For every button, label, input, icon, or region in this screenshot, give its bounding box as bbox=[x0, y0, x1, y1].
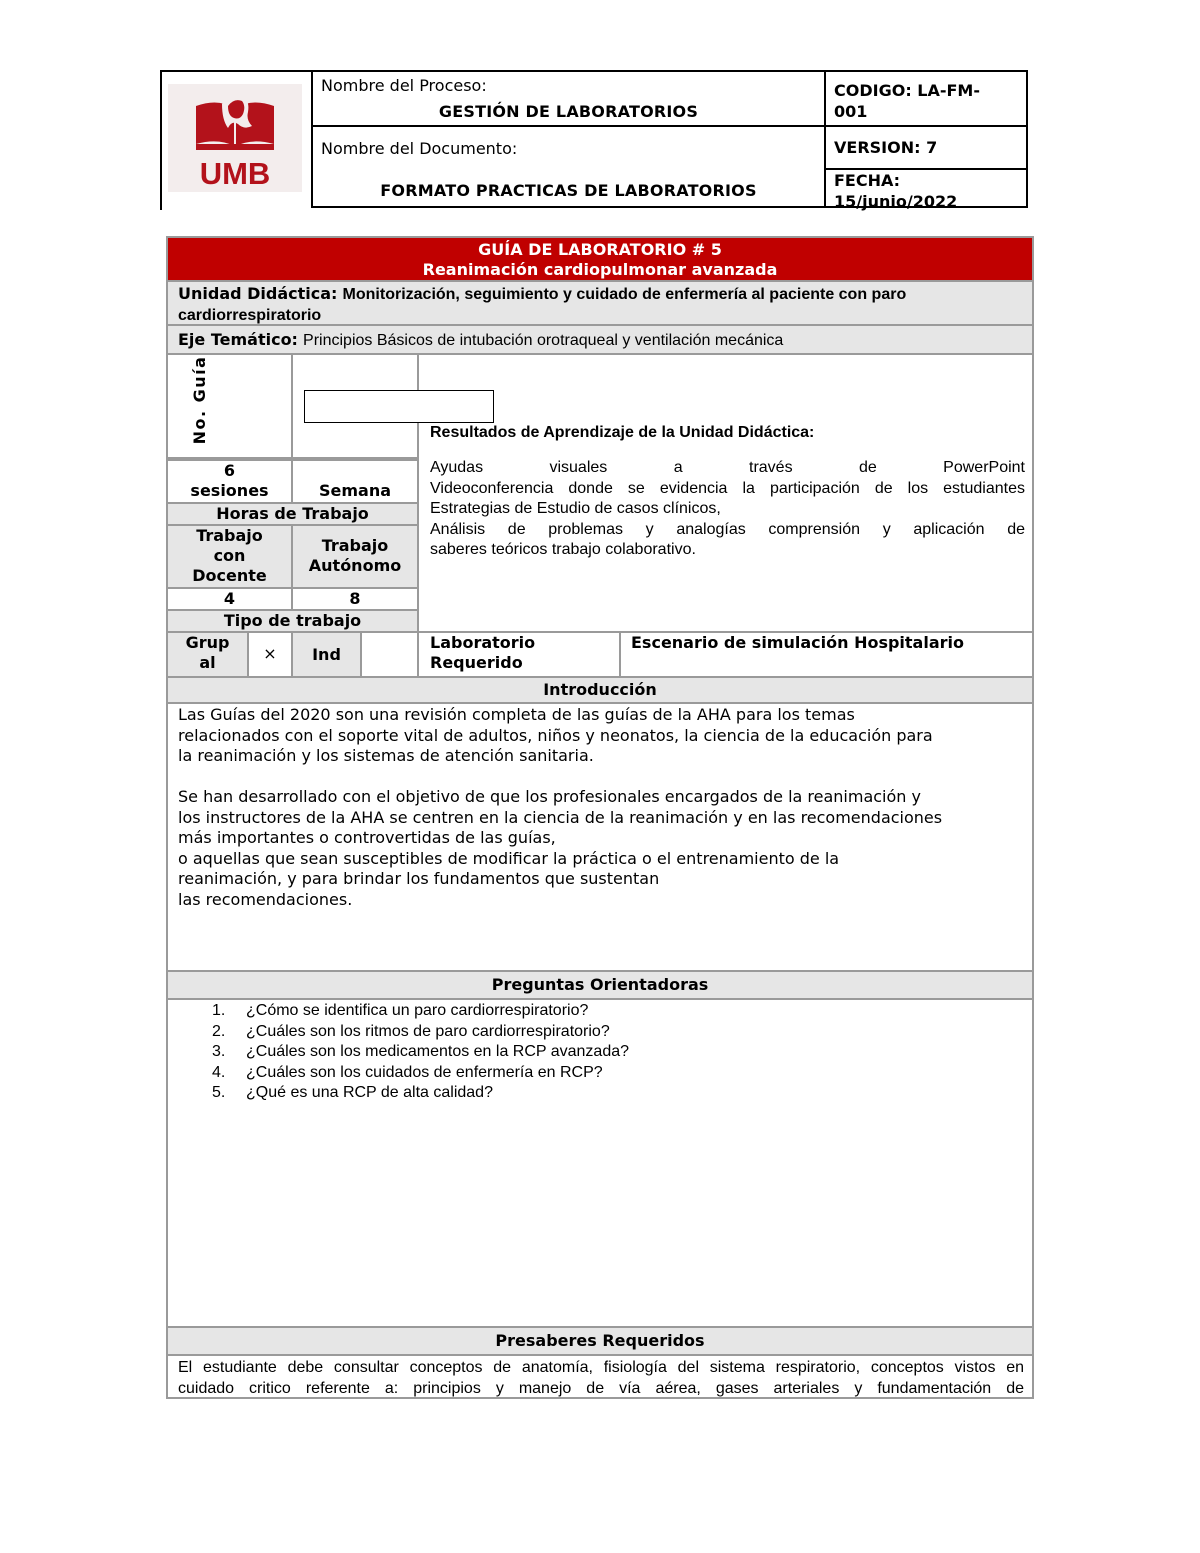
sessions-num: 6 bbox=[223, 461, 236, 480]
hours-label: Horas de Trabajo bbox=[168, 504, 417, 524]
learning-results bbox=[430, 424, 1025, 561]
teacher-work-2: con bbox=[213, 546, 246, 565]
lab-label-2: Requerido bbox=[430, 653, 523, 672]
document-header bbox=[160, 70, 1028, 210]
work-type-label: Tipo de trabajo bbox=[168, 611, 417, 631]
teacher-hours: 4 bbox=[223, 589, 236, 608]
questions-list bbox=[212, 1001, 1012, 1104]
individual-label: Ind bbox=[293, 633, 360, 676]
results-line-5: saberes teóricos trabajo colaborativo. bbox=[430, 541, 696, 558]
lab-label-1: Laboratorio bbox=[430, 633, 536, 652]
guide-subtitle: Reanimación cardiopulmonar avanzada bbox=[422, 260, 778, 279]
intro-line: o aquellas que sean susceptibles de modificar la práctica o el entrenamiento de la bbox=[178, 848, 840, 868]
umb-logo-icon bbox=[168, 84, 302, 192]
prior-line-1: El estudiante debe consultar conceptos de anatomía, fisiología del sistema respiratorio, conceptos vistos en bbox=[178, 1359, 1024, 1376]
sessions-label: sesiones bbox=[190, 481, 269, 500]
unit-value-2: cardiorrespiratorio bbox=[178, 307, 322, 324]
lab-label bbox=[430, 633, 618, 673]
teacher-work bbox=[168, 526, 291, 587]
version-row bbox=[826, 127, 1026, 170]
question-item: 3. ¿Cuáles son los medicamentos en la RCP avanzada? bbox=[212, 1043, 630, 1060]
document-label: Nombre del Documento: bbox=[321, 139, 518, 158]
code-row bbox=[826, 72, 1026, 127]
autonomous-work bbox=[293, 526, 417, 587]
svg-text:UMB: UMB bbox=[199, 156, 271, 191]
intro-line: los instructores de la AHA se centren en la ciencia de la reanimación y en las recomendaciones bbox=[178, 807, 943, 827]
intro-line: Las Guías del 2020 son una revisión completa de las guías de la AHA para los temas bbox=[178, 705, 855, 724]
axis-row bbox=[168, 326, 1032, 353]
process-row bbox=[313, 72, 824, 127]
no-guia-label: No. Guía bbox=[190, 355, 209, 445]
date-line-2: 15/junio/2022 bbox=[834, 192, 958, 211]
intro-line: las recomendaciones. bbox=[178, 889, 353, 909]
questions-title: Preguntas Orientadoras bbox=[168, 972, 1032, 998]
prior-title: Presaberes Requeridos bbox=[168, 1328, 1032, 1354]
intro-line: Se han desarrollado con el objetivo de que los profesionales encargados de la reanimación y bbox=[178, 787, 921, 806]
intro-spacer bbox=[178, 767, 1028, 788]
document-value: FORMATO PRACTICAS DE LABORATORIOS bbox=[380, 181, 757, 200]
sessions-cell bbox=[168, 461, 291, 501]
process-cell bbox=[311, 70, 826, 208]
question-item: 2. ¿Cuáles son los ritmos de paro cardiorrespiratorio? bbox=[212, 1022, 610, 1040]
intro-title: Introducción bbox=[168, 678, 1032, 702]
results-line-3: Estrategias de Estudio de casos clínicos, bbox=[430, 500, 721, 517]
question-item: 5. ¿Qué es una RCP de alta calidad? bbox=[212, 1084, 493, 1101]
group-label-2: al bbox=[199, 653, 216, 672]
group-label bbox=[168, 633, 247, 676]
group-checkbox[interactable]: × bbox=[263, 644, 277, 663]
guide-title: GUÍA DE LABORATORIO # 5 bbox=[478, 240, 722, 259]
week-label: Semana bbox=[318, 481, 392, 500]
document-version: VERSION: 7 bbox=[834, 138, 938, 157]
question-item: 4. ¿Cuáles son los cuidados de enfermería en RCP? bbox=[212, 1063, 603, 1081]
autonomous-work-2: Autónomo bbox=[308, 556, 402, 575]
results-line-2: Videoconferencia donde se evidencia la participación de los estudiantes bbox=[430, 479, 1025, 497]
lab-guide-table bbox=[166, 236, 1034, 1399]
teacher-work-1: Trabajo bbox=[196, 526, 263, 545]
intro-line: más importantes o controvertidas de las guías, bbox=[178, 828, 556, 847]
unit-row bbox=[168, 282, 1032, 324]
code-line-2: 001 bbox=[834, 102, 868, 121]
intro-body bbox=[178, 705, 1028, 910]
group-label-1: Grup bbox=[185, 633, 230, 652]
intro-line: la reanimación y los sistemas de atención sanitaria. bbox=[178, 746, 594, 765]
intro-line: reanimación, y para brindar los fundamentos que sustentan bbox=[178, 869, 660, 888]
date-line-1: FECHA: bbox=[834, 171, 901, 190]
prior-line-2: cuidado critico referente a: principios y manejo de vía aérea, gases arteriales y fundamentación de bbox=[178, 1380, 1024, 1397]
lab-value: Escenario de simulación Hospitalario bbox=[631, 633, 964, 652]
guide-title-band bbox=[168, 238, 1032, 280]
process-value: GESTIÓN DE LABORATORIOS bbox=[438, 102, 699, 121]
umb-logo bbox=[168, 84, 302, 192]
guide-number-box[interactable] bbox=[304, 390, 494, 423]
individual-checkbox[interactable] bbox=[362, 633, 417, 676]
autonomous-hours: 8 bbox=[349, 589, 361, 608]
process-label: Nombre del Proceso: bbox=[321, 76, 487, 95]
unit-label: Unidad Didáctica: bbox=[178, 284, 338, 303]
results-line-4: Análisis de problemas y analogías comprensión y aplicación de bbox=[430, 520, 1025, 538]
results-line-1: Ayudas visuales a través de PowerPoint bbox=[430, 459, 1025, 476]
axis-label: Eje Temático: bbox=[178, 330, 298, 349]
document-date bbox=[834, 170, 957, 212]
results-title: Resultados de Aprendizaje de la Unidad Didáctica: bbox=[430, 424, 815, 441]
axis-value: Principios Básicos de intubación orotraqueal y ventilación mecánica bbox=[303, 332, 784, 349]
logo-cell bbox=[160, 70, 312, 210]
autonomous-work-1: Trabajo bbox=[321, 536, 389, 555]
prior-body bbox=[178, 1357, 1024, 1399]
teacher-work-3: Docente bbox=[192, 566, 267, 585]
unit-value-1: Monitorización, seguimiento y cuidado de enfermería al paciente con paro bbox=[342, 286, 907, 303]
document-code bbox=[834, 80, 980, 122]
code-cell bbox=[826, 70, 1028, 211]
intro-line: relacionados con el soporte vital de adultos, niños y neonatos, la ciencia de la educación para bbox=[178, 725, 933, 745]
question-item: 1. ¿Cómo se identifica un paro cardiorrespiratorio? bbox=[212, 1002, 589, 1019]
code-line-1: CODIGO: LA-FM- bbox=[834, 81, 980, 100]
